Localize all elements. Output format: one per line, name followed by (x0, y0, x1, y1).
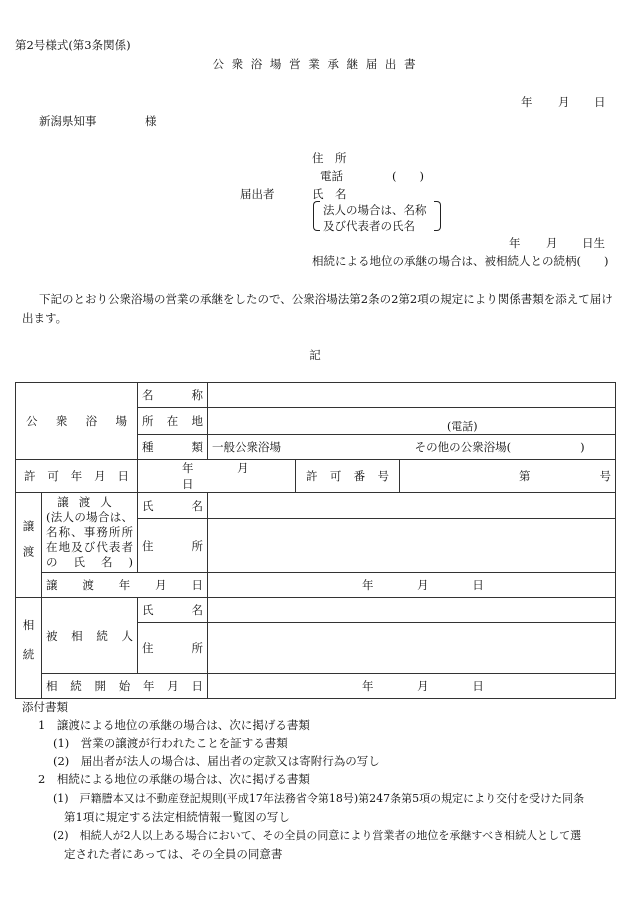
transfer-section-cell (16, 493, 42, 598)
body-text-line-2: 出ます。 (22, 311, 68, 325)
facility-type-label: 種類 (142, 440, 203, 454)
inherit-year-label: 年 (362, 679, 374, 693)
attachment-item-2-1-line-2: 第1項に規定する法定相続情報一覧図の写し (64, 810, 290, 824)
permit-year-label: 年 (182, 461, 194, 475)
attachment-item-1-1: (1) 営業の譲渡が行われたことを証する書類 (53, 736, 288, 750)
decedent-address-field[interactable] (208, 623, 616, 674)
transferor-label: 譲渡人 (57, 495, 122, 509)
transferor-note: (法人の場合は、名称、事務所所在地及び代表者の氏名) (46, 510, 133, 569)
inherit-date-field[interactable] (208, 674, 616, 699)
transferor-address-label: 住所 (142, 538, 203, 553)
decedent-address-label: 住所 (142, 641, 203, 655)
applicant-address-label: 住 所 (312, 151, 347, 165)
facility-type-field[interactable] (208, 435, 616, 460)
type-label-cell (138, 435, 208, 460)
inherit-date-label-cell (42, 674, 208, 699)
transfer-day-label: 日 (472, 578, 484, 592)
corp-note-left-bracket (313, 201, 320, 231)
transfer-date-field[interactable] (208, 573, 616, 598)
facility-name-field[interactable] (208, 383, 616, 408)
attachment-item-2: 2 相続による地位の承継の場合は、次に掲げる書類 (38, 772, 310, 786)
permit-date-label-cell (16, 460, 138, 493)
permit-no-field[interactable] (400, 460, 616, 493)
ki-heading: 記 (309, 348, 321, 362)
permit-date-label: 許可年月日 (24, 469, 129, 483)
applicant-phone-parens: ( ) (392, 169, 424, 183)
applicant-phone-label: 電話 (320, 169, 343, 183)
applicant-role-label: 届出者 (240, 187, 275, 201)
name-label-cell (138, 383, 208, 408)
transfer-month-label: 月 (417, 578, 429, 592)
attachment-item-1: 1 譲渡による地位の承継の場合は、次に掲げる書類 (38, 718, 310, 732)
transfer-date-label-cell (42, 573, 208, 598)
relation-note: 相続による地位の承継の場合は、被相続人との続柄( ) (312, 254, 609, 268)
birth-month-label: 月 (546, 236, 558, 250)
permit-month-label: 月 (237, 461, 249, 475)
inherit-section-label: 相続 (21, 618, 36, 678)
applicant-name-label: 氏 名 (312, 187, 347, 201)
form-number: 第2号様式(第3条関係) (15, 38, 131, 52)
transferor-name-label-cell (138, 493, 208, 519)
transfer-year-label: 年 (362, 578, 374, 592)
permit-no-label: 許可番号 (306, 469, 389, 483)
corp-note-right-bracket (434, 201, 441, 231)
date-day-label: 日 (594, 95, 606, 109)
type-general: 一般公衆浴場 (212, 440, 281, 454)
type-other: その他の公衆浴場( ) (414, 440, 585, 454)
decedent-label-cell (42, 598, 138, 674)
permit-no-go: 号 (599, 469, 611, 483)
facility-label-cell (16, 383, 138, 460)
attachments-heading: 添付書類 (22, 700, 68, 714)
decedent-label: 被相続人 (46, 628, 133, 643)
birth-day-label: 日生 (582, 236, 605, 250)
transferor-address-label-cell (138, 519, 208, 573)
transfer-date-label: 譲渡年月日 (46, 578, 203, 592)
date-year-label: 年 (521, 95, 533, 109)
addressee-honorific: 様 (145, 114, 157, 128)
facility-label: 公衆浴場 (26, 414, 127, 428)
attachment-item-1-2: (2) 届出者が法人の場合は、届出者の定款又は寄附行為の写し (53, 754, 380, 768)
transfer-section-label: 譲渡 (21, 519, 36, 571)
corp-note-line-2: 及び代表者の氏名 (323, 219, 415, 233)
inherit-section-cell (16, 598, 42, 699)
permit-no-dai: 第 (519, 469, 531, 483)
addressee: 新潟県知事 (39, 114, 97, 128)
decedent-name-label-cell (138, 598, 208, 623)
permit-day-label: 日 (182, 477, 194, 491)
inherit-day-label: 日 (472, 679, 484, 693)
birth-year-label: 年 (509, 236, 521, 250)
inherit-date-label: 相続開始年月日 (46, 679, 203, 693)
transferor-address-field[interactable] (208, 519, 616, 573)
facility-location-field[interactable] (208, 408, 616, 435)
facility-location-label: 所在地 (142, 414, 203, 428)
transferor-name-field[interactable] (208, 493, 616, 519)
transferor-name-label: 氏名 (142, 498, 203, 513)
decedent-address-label-cell (138, 623, 208, 674)
corp-note-line-1: 法人の場合は、名称 (323, 203, 427, 217)
attachment-item-2-2-line-2: 定された者にあっては、その全員の同意書 (64, 847, 283, 861)
date-month-label: 月 (558, 95, 570, 109)
transferor-label-cell (42, 493, 138, 573)
attachment-item-2-2-line-1: (2) 相続人が2人以上ある場合において、その全員の同意により営業者の地位を承継すべき相続人として選 (53, 829, 582, 842)
decedent-name-label: 氏名 (142, 603, 203, 617)
facility-phone-label: (電話) (447, 420, 478, 433)
location-label-cell (138, 408, 208, 435)
notification-table (15, 382, 616, 699)
form-title: 公 衆 浴 場 営 業 承 継 届 出 書 (212, 57, 418, 71)
permit-date-field[interactable] (138, 460, 296, 493)
permit-no-label-cell (296, 460, 400, 493)
attachment-item-2-1-line-1: (1) 戸籍謄本又は不動産登記規則(平成17年法務省令第18号)第247条第5項の規定により交付を受けた同条 (53, 792, 585, 805)
facility-name-label: 名称 (142, 388, 203, 402)
body-text-line-1: 下記のとおり公衆浴場の営業の承継をしたので、公衆浴場法第2条の2第2項の規定により関係書類を添えて届け (39, 292, 613, 306)
inherit-month-label: 月 (417, 679, 429, 693)
decedent-name-field[interactable] (208, 598, 616, 623)
attachments-section (0, 696, 630, 876)
